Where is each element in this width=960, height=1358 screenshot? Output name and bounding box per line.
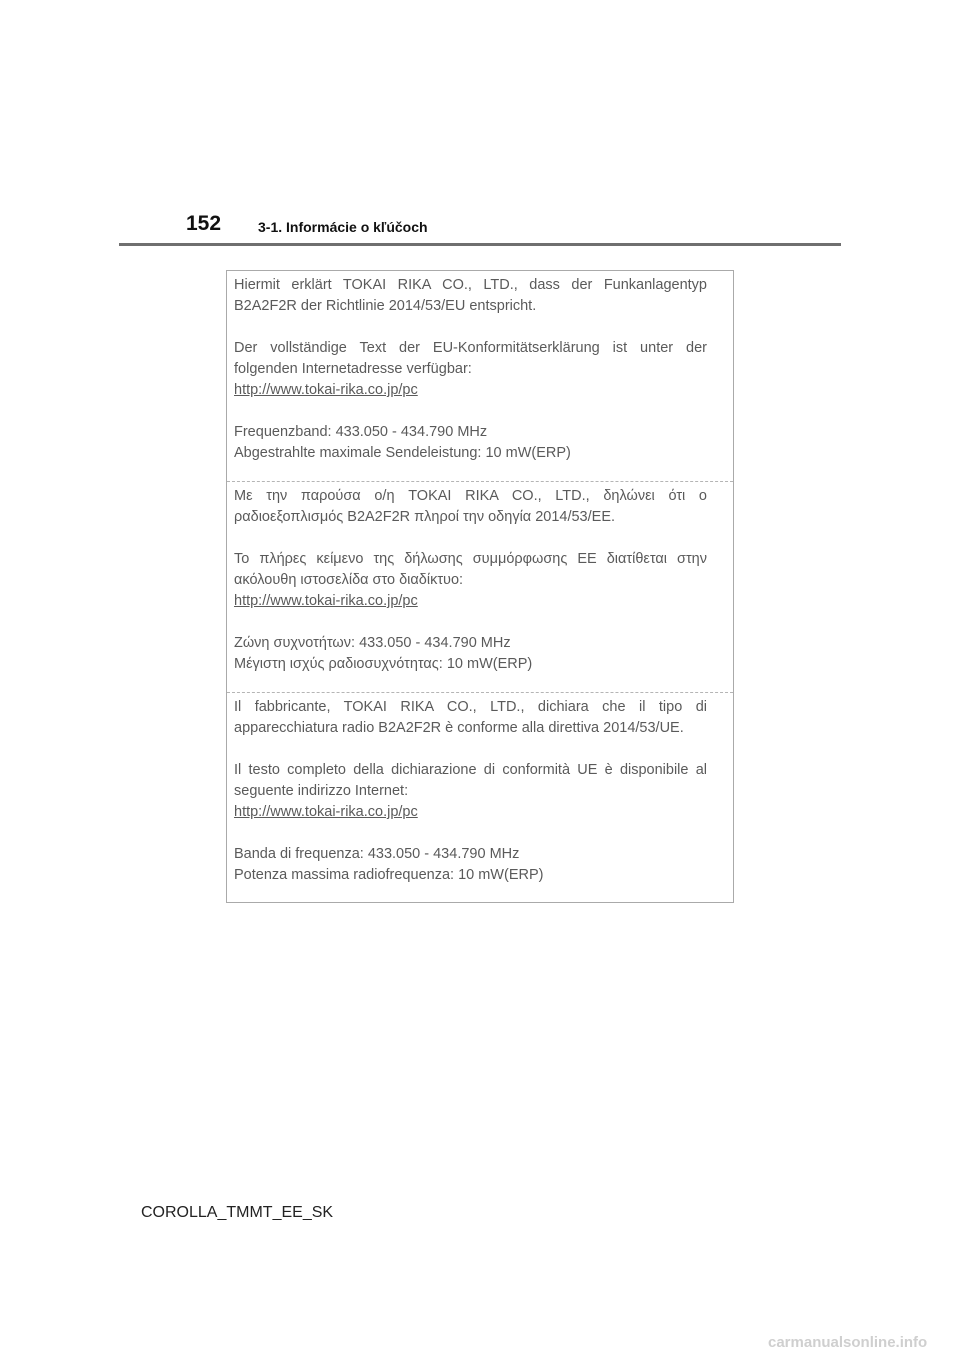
- frequency-band: Frequenzband: 433.050 - 434.790 MHz: [234, 424, 488, 440]
- frequency-band: Ζώνη συχνοτήτων: 433.050 - 434.790 MHz: [234, 635, 511, 651]
- declaration-text: B2A2F2R der Richtlinie 2014/53/EU entspricht.: [234, 298, 537, 314]
- declaration-link[interactable]: http://www.tokai-rika.co.jp/pc: [234, 593, 418, 609]
- declaration-block-greek: [227, 482, 733, 693]
- header-rule: [119, 243, 841, 246]
- declaration-text: Der vollständige Text der EU-Konformitätserklärung ist unter der: [234, 340, 707, 356]
- max-power: Abgestrahlte maximale Sendeleistung: 10 mW(ERP): [234, 445, 571, 461]
- declaration-text: Il fabbricante, TOKAI RIKA CO., LTD., dichiara che il tipo di: [234, 699, 707, 715]
- frequency-band: Banda di frequenza: 433.050 - 434.790 MHz: [234, 846, 520, 862]
- max-power: Potenza massima radiofrequenza: 10 mW(ERP): [234, 867, 544, 883]
- declaration-link[interactable]: http://www.tokai-rika.co.jp/pc: [234, 382, 418, 398]
- declaration-block-italian: [227, 693, 733, 903]
- declaration-text: seguente indirizzo Internet:: [234, 783, 409, 799]
- declaration-text: Το πλήρες κείμενο της δήλωσης συμμόρφωσης ΕΕ διατίθεται στην: [234, 551, 707, 567]
- declaration-text: folgenden Internetadresse verfügbar:: [234, 361, 472, 377]
- watermark: carmanualsonline.info: [768, 1334, 928, 1351]
- declaration-text: ακόλουθη ιστοσελίδα στο διαδίκτυο:: [234, 572, 464, 588]
- page-number: 152: [186, 212, 222, 235]
- declaration-text: ραδιοεξοπλισμός B2A2F2R πληροί την οδηγία 2014/53/ΕΕ.: [234, 509, 616, 525]
- max-power: Μέγιστη ισχύς ραδιοσυχνότητας: 10 mW(ERP): [234, 656, 533, 672]
- section-title: 3-1. Informácie o kľúčoch: [258, 219, 428, 235]
- declaration-text: Με την παρούσα ο/η TOKAI RIKA CO., LTD., δηλώνει ότι ο: [234, 488, 707, 504]
- declaration-text: apparecchiatura radio B2A2F2R è conforme alla direttiva 2014/53/UE.: [234, 720, 684, 736]
- document-code: COROLLA_TMMT_EE_SK: [141, 1204, 334, 1221]
- declaration-box: [226, 270, 734, 903]
- declaration-text: Hiermit erklärt TOKAI RIKA CO., LTD., dass der Funkanlagentyp: [234, 277, 707, 293]
- declaration-text: Il testo completo della dichiarazione di conformità UE è disponibile al: [234, 762, 707, 778]
- declaration-link[interactable]: http://www.tokai-rika.co.jp/pc: [234, 804, 418, 820]
- declaration-block-german: [227, 271, 733, 482]
